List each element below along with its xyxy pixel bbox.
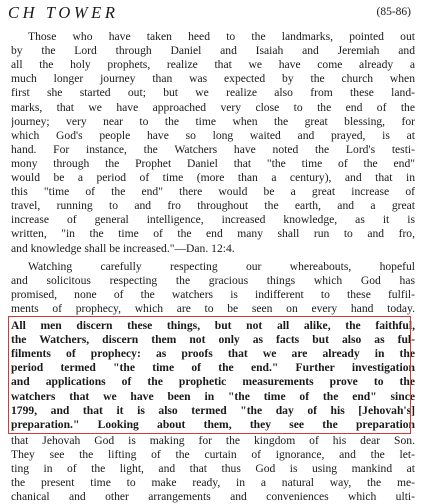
text-line: all the holy prophets, realize that we have come already a	[11, 58, 415, 72]
text-line: written, "in the time of the end many shall run to and fro,	[11, 227, 415, 241]
page-numbers: (85-86)	[376, 6, 411, 18]
text-line: They see the lifting of the curtain of ignorance, and the let-	[11, 447, 415, 461]
highlighted-line: the Watchers, discern them not only as facts but also as ful-	[11, 333, 415, 347]
running-title: CH TOWER	[8, 3, 119, 22]
text-line: journey; very near to the time when the great blessing, for	[11, 114, 415, 128]
text-line: travel, running to and fro throughout the earth, and a great	[11, 199, 415, 213]
text-line: mony through the Prophet Daniel that "the time of the end"	[11, 156, 415, 170]
text-line: chanical and other arrangements and conveniences which ulti-	[11, 490, 415, 504]
text-line: by the Lord through Daniel and Isaiah and Jeremiah and	[11, 44, 415, 58]
text-line: marks, that we have approached very close to the end of the	[11, 100, 415, 114]
text-line: promised, none of the watchers is indifferent to these fulfil-	[11, 287, 415, 301]
text-line: and solicitous respecting the gracious things which God has	[11, 273, 415, 287]
text-line: the present time to make ready, in a natural way, the me-	[11, 476, 415, 490]
text-line: which God's people have so long waited and prayed, is at	[11, 128, 415, 142]
text-line: Those who have taken heed to the landmarks, pointed out	[28, 30, 415, 43]
highlighted-line: and applications of the prophetic measurements prove to the	[11, 375, 415, 389]
highlighted-line: All men discern these things, but not all alike, the faithful,	[11, 319, 415, 332]
text-line: ments of prophecy, which are to be seen on every hand today.	[11, 301, 415, 315]
text-line: would be a period of time (more than a century), and that in	[11, 171, 415, 184]
text-line: increase of general intelligence, increased knowledge, as it is	[11, 213, 415, 227]
text-line: and knowledge shall be increased."—Dan. 12:4.	[11, 241, 235, 255]
text-line: hand. For instance, the Watchers have noted the Lord's testi-	[11, 142, 415, 156]
page-header	[0, 0, 425, 24]
highlight-box	[8, 316, 411, 434]
highlighted-line: 1799, and that it is also termed "the day of his [Jehovah's]	[11, 403, 415, 417]
text-line: this "time of the end" there would be a great increase of	[11, 185, 415, 199]
highlighted-line: preparation." Looking about them, they see the preparation	[11, 417, 415, 431]
text-line: much longer journey than was expected by the church when	[11, 72, 415, 86]
text-line: first she started out; but we realize also from these land-	[11, 86, 415, 100]
text-line: that Jehovah God is making for the kingdom of his dear Son.	[11, 433, 415, 447]
text-line: ting in of the light, and that thus God is using mankind at	[11, 462, 415, 475]
highlighted-line: watchers that we have been in "the time of the end" since	[11, 389, 415, 403]
text-line: Watching carefully respecting our whereabouts, hopeful	[28, 259, 415, 273]
highlighted-line: filments of prophecy: as proofs that we are already in the	[11, 347, 415, 361]
highlighted-line: period termed "the time of the end." Further investigation	[11, 361, 415, 375]
